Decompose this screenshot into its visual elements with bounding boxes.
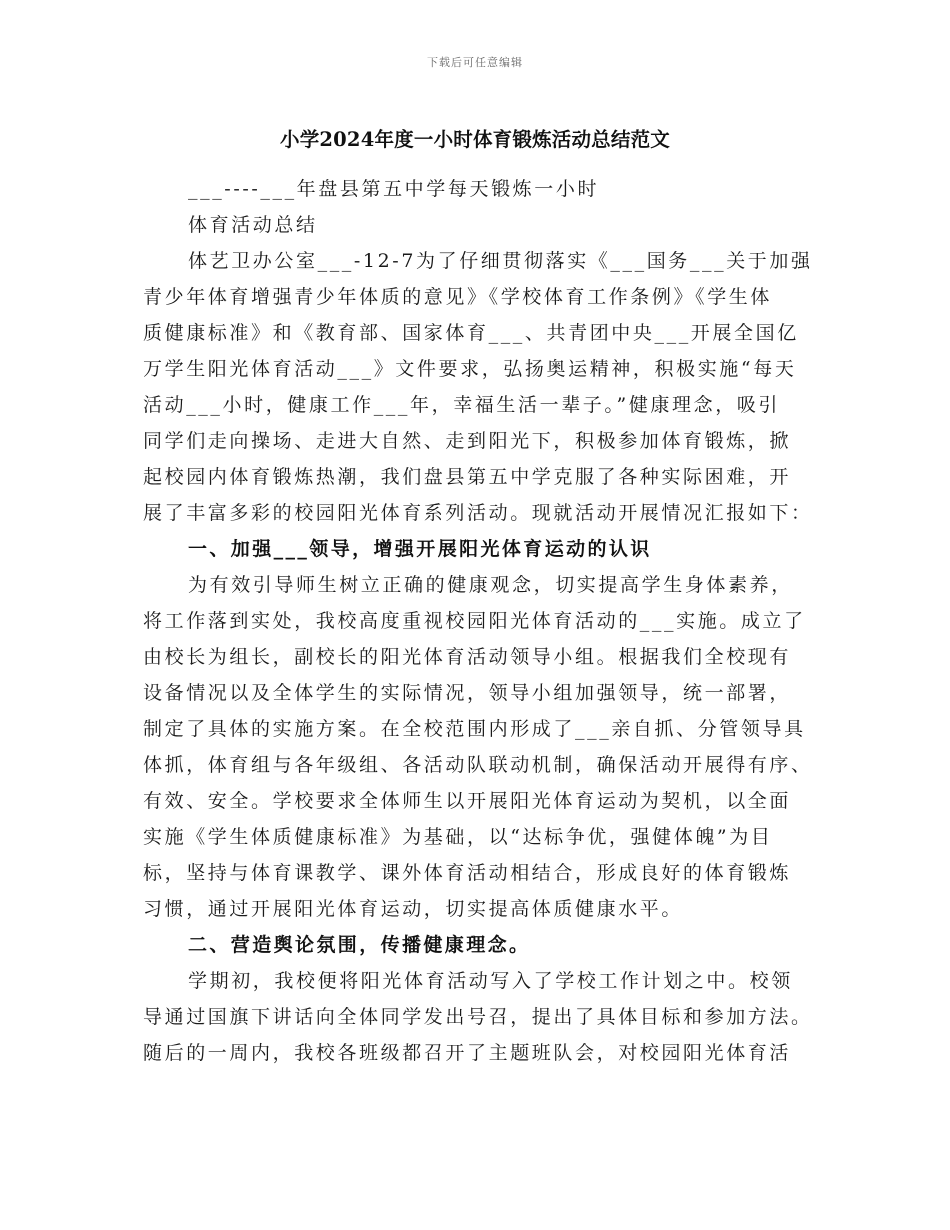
paragraph-line: 学期初，我校便将阳光体育活动写入了学校工作计划之中。校领 (188, 970, 793, 992)
paragraph-line: 起校园内体育锻炼热潮，我们盘县第五中学克服了各种实际困难，开 (143, 466, 792, 488)
paragraph-line: 习惯，通过开展阳光体育运动，切实提高体质健康水平。 (143, 898, 684, 920)
paragraph-line: 标，坚持与体育课教学、课外体育活动相结合，形成良好的体育锻炼 (143, 862, 792, 884)
paragraph-line: 实施《学生体质健康标准》为基础，以“达标争优，强健体魄”为目 (143, 826, 773, 848)
paragraph-line: 制定了具体的实施方案。在全校范围内形成了___亲自抓、分管领导具 (143, 718, 806, 740)
paragraph-line: 导通过国旗下讲话向全体同学发出号召，提出了具体目标和参加方法。 (143, 1006, 813, 1028)
paragraph-line: 体艺卫办公室___-12-7为了仔细贯彻落实《___国务___关于加强 (188, 250, 813, 272)
paragraph-line: 由校长为组长，副校长的阳光体育活动领导小组。根据我们全校现有 (143, 646, 792, 668)
document-title: 小学2024年度一小时体育锻炼活动总结范文 (280, 128, 670, 151)
paragraph-line: 万学生阳光体育活动___》文件要求，弘扬奥运精神，积极实施“每天 (143, 358, 797, 380)
paragraph-line: 设备情况以及全体学生的实际情况，领导小组加强领导，统一部署， (143, 682, 792, 704)
paragraph-line: 将工作落到实处，我校高度重视校园阳光体育活动的___实施。成立了 (143, 610, 806, 632)
subtitle-line: 体育活动总结 (188, 214, 318, 236)
paragraph-line: 随后的一周内，我校各班级都召开了主题班队会，对校园阳光体育活 (143, 1042, 792, 1064)
paragraph-line: 有效、安全。学校要求全体师生以开展阳光体育运动为契机，以全面 (143, 790, 792, 812)
paragraph-line: 质健康标准》和《教育部、国家体育___、共青团中央___开展全国亿 (143, 322, 799, 344)
section-heading: 二、营造舆论氛围，传播健康理念。 (188, 934, 531, 956)
section-heading: 一、加强___领导，增强开展阳光体育运动的认识 (188, 538, 652, 560)
header-note: 下载后可任意编辑 (427, 56, 523, 69)
paragraph-line: 为有效引导师生树立正确的健康观念，切实提高学生身体素养， (188, 574, 793, 596)
paragraph-line: 体抓，体育组与各年级组、各活动队联动机制，确保活动开展得有序、 (143, 754, 813, 776)
subtitle-line: ___----___年盘县第五中学每天锻炼一小时 (188, 178, 600, 200)
paragraph-line: 活动___小时，健康工作___年，幸福生活一辈子。”健康理念，吸引 (143, 394, 781, 416)
paragraph-line: 同学们走向操场、走进大自然、走到阳光下，积极参加体育锻炼，掀 (143, 430, 792, 452)
paragraph-line: 青少年体育增强青少年体质的意见》《学校体育工作条例》《学生体 (143, 286, 773, 308)
paragraph-line: 展了丰富多彩的校园阳光体育系列活动。现就活动开展情况汇报如下： (143, 502, 813, 524)
